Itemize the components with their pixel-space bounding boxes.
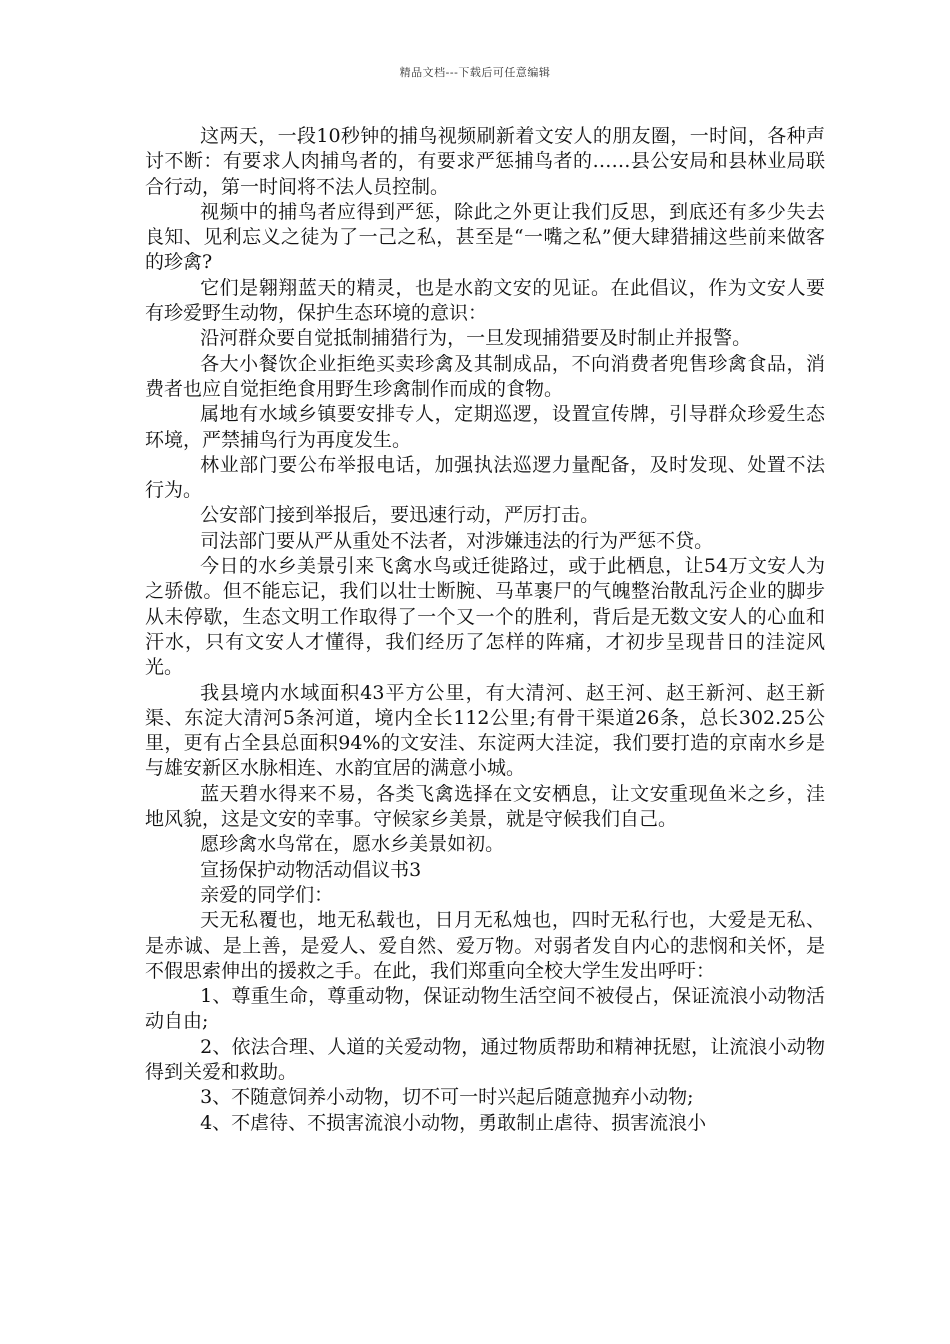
list-item: 2、依法合理、人道的关爱动物，通过物质帮助和精神抚慰，让流浪小动物得到关爱和救助。: [145, 1035, 825, 1083]
paragraph: 各大小餐饮企业拒绝买卖珍禽及其制成品，不向消费者兜售珍禽食品，消费者也应自觉拒绝食用野生珍禽制作而成的食物。: [145, 352, 825, 400]
list-item: 3、不随意饲养小动物，切不可一时兴起后随意抛弃小动物;: [200, 1086, 694, 1109]
paragraph: 林业部门要公布举报电话，加强执法巡逻力量配备，及时发现、处置不法行为。: [145, 453, 825, 502]
list-item: 1、尊重生命，尊重动物，保证动物生活空间不被侵占，保证流浪小动物活动自由;: [145, 985, 825, 1033]
paragraph: 公安部门接到举报后，要迅速行动，严厉打击。: [200, 504, 600, 527]
paragraph: 属地有水域乡镇要安排专人，定期巡逻，设置宣传牌，引导群众珍爱生态环境，严禁捕鸟行为再度发生。: [145, 403, 825, 451]
paragraph: 今日的水乡美景引来飞禽水鸟或迁徙路过，或于此栖息，让54万文安人为之骄傲。但不能忘记，我们以壮士断腕、马革裹尸的气魄整治散乱污企业的脚步从未停歇，生态文明工作取得了一个又一个的胜利，背后是无数文安人的心血和汗水，只有文安人才懂得，我们经历了怎样的阵痛，才初步呈现昔日的洼淀风光。: [145, 555, 825, 679]
list-item: 4、不虐待、不损害流浪小动物，勇敢制止虐待、损害流浪小: [200, 1111, 707, 1134]
paragraph: 我县境内水域面积43平方公里，有大清河、赵王河、赵王新河、赵王新渠、东淀大清河5条河道，境内全长112公里;有骨干渠道26条，总长302.25公里，更有占全县总面积94%的文安洼、东淀两大洼淀，我们要打造的京南水乡是与雄安新区水脉相连、水韵宜居的满意小城。: [145, 681, 825, 780]
paragraph: 视频中的捕鸟者应得到严惩，除此之外更让我们反思，到底还有多少失去良知、见利忘义之徒为了一己之私，甚至是“一嘴之私”便大肆猎捕这些前来做客的珍禽?: [145, 200, 825, 274]
page-header: 精品文档---下载后可任意编辑: [399, 66, 551, 79]
paragraph: 天无私覆也，地无私载也，日月无私烛也，四时无私行也，大爱是无私、是赤诚、是上善，是爱人、爱自然、爱万物。对弱者发自内心的悲悯和关怀，是不假思索伸出的援救之手。在此，我们郑重向全校大学生发出呼吁：: [145, 909, 825, 982]
paragraph: 司法部门要从严从重处不法者，对涉嫌违法的行为严惩不贷。: [200, 529, 714, 552]
paragraph: 它们是翱翔蓝天的精灵，也是水韵文安的见证。在此倡议，作为文安人要有珍爱野生动物，保护生态环境的意识：: [145, 276, 825, 325]
document-body: [145, 124, 825, 1136]
paragraph: 愿珍禽水鸟常在，愿水乡美景如初。: [200, 833, 505, 856]
paragraph: 蓝天碧水得来不易，各类飞禽选择在文安栖息，让文安重现鱼米之乡，洼地风貌，这是文安的幸事。守候家乡美景，就是守候我们自己。: [145, 782, 825, 831]
paragraph: 沿河群众要自觉抵制捕猎行为，一旦发现捕猎要及时制止并报警。: [200, 327, 752, 350]
salutation: 亲爱的同学们：: [200, 883, 334, 906]
paragraph: 这两天，一段10秒钟的捕鸟视频刷新着文安人的朋友圈，一时间，各种声讨不断：有要求人肉捕鸟者的，有要求严惩捕鸟者的……县公安局和县林业局联合行动，第一时间将不法人员控制。: [145, 125, 825, 198]
section-title: 宣扬保护动物活动倡议书3: [200, 858, 422, 881]
